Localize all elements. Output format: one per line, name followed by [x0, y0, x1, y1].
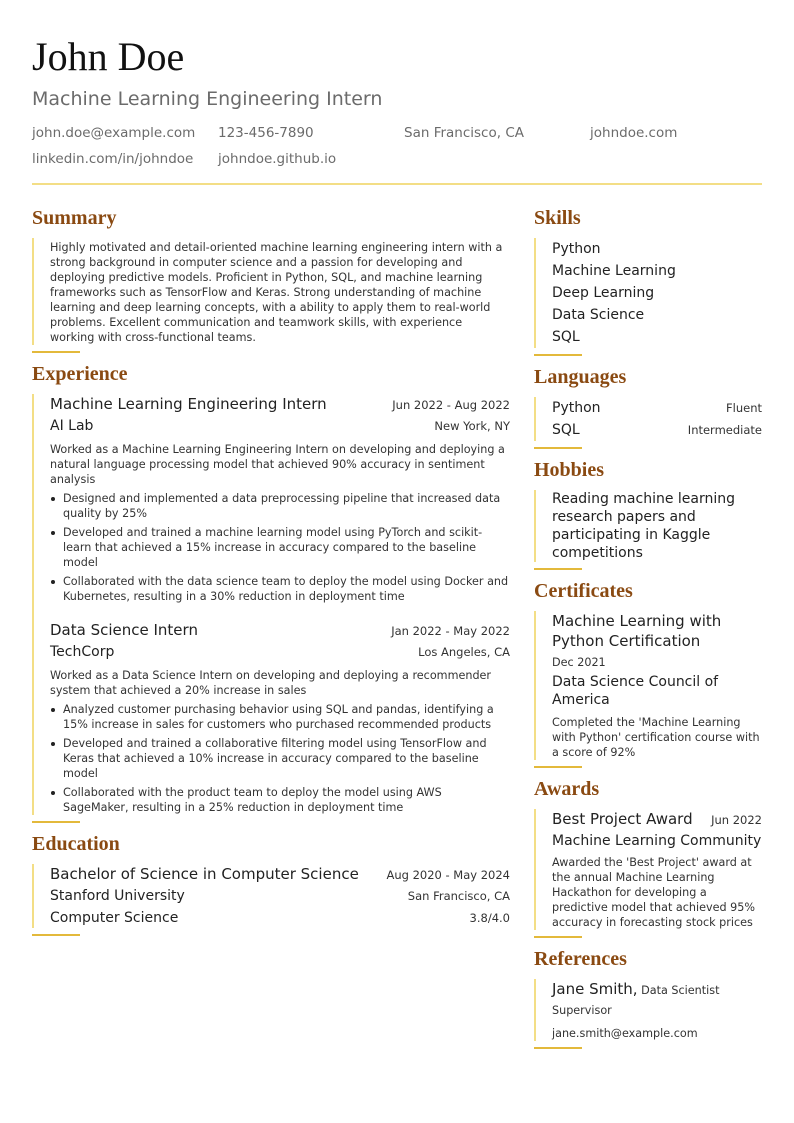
- education-school: Stanford University: [50, 888, 185, 904]
- experience-section: [32, 361, 510, 823]
- skill-item: Machine Learning: [552, 263, 676, 279]
- section-divider: [534, 1047, 582, 1049]
- section-divider: [534, 447, 582, 449]
- skill-item: Deep Learning: [552, 285, 655, 301]
- section-divider: [32, 934, 80, 936]
- resume-page: [32, 0, 762, 1040]
- candidate-name: John Doe: [32, 34, 185, 79]
- job-role: Data Science Intern: [50, 621, 198, 639]
- section-divider: [32, 351, 80, 353]
- language-item: [552, 419, 762, 441]
- skills-heading: Skills: [534, 207, 581, 229]
- summary-text: Highly motivated and detail-oriented machine learning engineering intern with a strong background in computer science and a passion for developing and deploying predictive models. Proficient in Python, SQL, and machine learning frameworks such as TensorFlow and Keras. Strong understanding of machine learning and deep learning concepts, with a ability to apply them to real-world problems. Excellent communication and teamwork skills, with experience working with cross-functional teams.: [50, 241, 503, 344]
- education-field: Computer Science: [50, 910, 179, 926]
- section-divider: [534, 936, 582, 938]
- job-bullet: Developed and trained a machine learning model using PyTorch and scikit-learn that achieved a 15% increase in accuracy compared to the baseline model: [50, 525, 510, 570]
- job-bullet: Developed and trained a collaborative filtering model using TensorFlow and Keras that achieved a 10% increase in accuracy compared to the baseline model: [50, 736, 510, 781]
- contact-phone: 123-456-7890: [218, 125, 314, 141]
- award-description: Awarded the 'Best Project' award at the annual Machine Learning Hackathon for developing a predictive model that achieved 95% accuracy in forecasting stock prices: [552, 856, 756, 929]
- award-name: Best Project Award: [552, 810, 693, 828]
- languages-section: [534, 364, 762, 449]
- education-location: San Francisco, CA: [407, 889, 510, 903]
- job-entry: [50, 394, 510, 604]
- skill-item: Python: [552, 241, 601, 257]
- award-issuer: Machine Learning Community: [552, 833, 762, 849]
- job-location: New York, NY: [434, 419, 510, 433]
- job-location: Los Angeles, CA: [418, 645, 510, 659]
- job-dates: Jan 2022 - May 2022: [391, 624, 510, 638]
- reference-email[interactable]: jane.smith@example.com: [552, 1027, 698, 1040]
- awards-heading: Awards: [534, 778, 600, 800]
- summary-heading: Summary: [32, 207, 117, 229]
- experience-heading: Experience: [32, 363, 128, 385]
- job-description: Worked as a Machine Learning Engineering Intern on developing and deploying a natural language processing model that achieved 90% accuracy in sentiment analysis: [50, 443, 505, 486]
- language-level: Fluent: [726, 401, 762, 415]
- skill-item: Data Science: [552, 307, 645, 323]
- language-level: Intermediate: [687, 423, 762, 437]
- job-company: AI Lab: [50, 418, 94, 434]
- contact-email[interactable]: john.doe@example.com: [32, 125, 196, 141]
- certificate-date: Dec 2021: [552, 656, 606, 669]
- section-divider: [534, 568, 582, 570]
- job-bullet: Collaborated with the product team to deploy the model using AWS SageMaker, resulting in a 25% reduction in deployment time: [50, 785, 510, 815]
- language-name: Python: [552, 400, 601, 416]
- contact-website[interactable]: johndoe.com: [590, 125, 678, 141]
- section-divider: [32, 821, 80, 823]
- certificate-description: Completed the 'Machine Learning with Python' certification course with a score of 92%: [552, 716, 760, 759]
- reference-name: Jane Smith,: [552, 980, 638, 998]
- references-section: [534, 946, 762, 1049]
- summary-section: [32, 205, 510, 353]
- skills-section: [534, 205, 762, 356]
- section-divider: [534, 766, 582, 768]
- hobbies-heading: Hobbies: [534, 459, 605, 481]
- hobbies-section: [534, 457, 762, 570]
- skill-item: SQL: [552, 329, 580, 345]
- job-company: TechCorp: [50, 644, 115, 660]
- side-column: [534, 205, 762, 1057]
- job-bullet: Designed and implemented a data preprocessing pipeline that increased data quality by 25%: [50, 491, 510, 521]
- contact-github[interactable]: johndoe.github.io: [218, 151, 337, 167]
- education-dates: Aug 2020 - May 2024: [386, 868, 510, 882]
- certificates-heading: Certificates: [534, 580, 633, 602]
- contact-linkedin[interactable]: linkedin.com/in/johndoe: [32, 151, 194, 167]
- languages-heading: Languages: [534, 366, 627, 388]
- main-column: [32, 205, 510, 944]
- job-role: Machine Learning Engineering Intern: [50, 395, 327, 413]
- award-date: Jun 2022: [711, 813, 762, 827]
- certificates-section: [534, 578, 762, 768]
- education-section: [32, 831, 510, 936]
- job-bullet: Collaborated with the data science team to deploy the model using Docker and Kubernetes, resulting in a 30% reduction in deployment time: [50, 574, 510, 604]
- job-dates: Jun 2022 - Aug 2022: [392, 398, 510, 412]
- contact-info: [32, 124, 762, 168]
- education-gpa: 3.8/4.0: [469, 911, 510, 925]
- job-bullets: [50, 491, 510, 604]
- hobbies-text: Reading machine learning research papers and participating in Kaggle competitions: [552, 491, 736, 561]
- certificate-name: Machine Learning with Python Certification: [552, 612, 722, 650]
- section-divider: [534, 354, 582, 356]
- education-heading: Education: [32, 833, 120, 855]
- education-degree: Bachelor of Science in Computer Science: [50, 865, 359, 883]
- language-name: SQL: [552, 422, 580, 438]
- language-item: [552, 397, 762, 419]
- awards-section: [534, 776, 762, 938]
- candidate-title: Machine Learning Engineering Intern: [32, 88, 383, 110]
- certificate-issuer: Data Science Council of America: [552, 674, 719, 708]
- job-bullet: Analyzed customer purchasing behavior using SQL and pandas, identifying a 15% increase in sales for customers who purchased recommended products: [50, 702, 510, 732]
- reference-position: Data Scientist Supervisor: [552, 984, 720, 1017]
- contact-location: San Francisco, CA: [404, 125, 524, 141]
- job-description: Worked as a Data Science Intern on developing and deploying a recommender system that achieved a 20% increase in sales: [50, 669, 492, 697]
- references-heading: References: [534, 948, 627, 970]
- job-entry: [50, 620, 510, 815]
- job-bullets: [50, 702, 510, 815]
- header-divider: [32, 183, 762, 185]
